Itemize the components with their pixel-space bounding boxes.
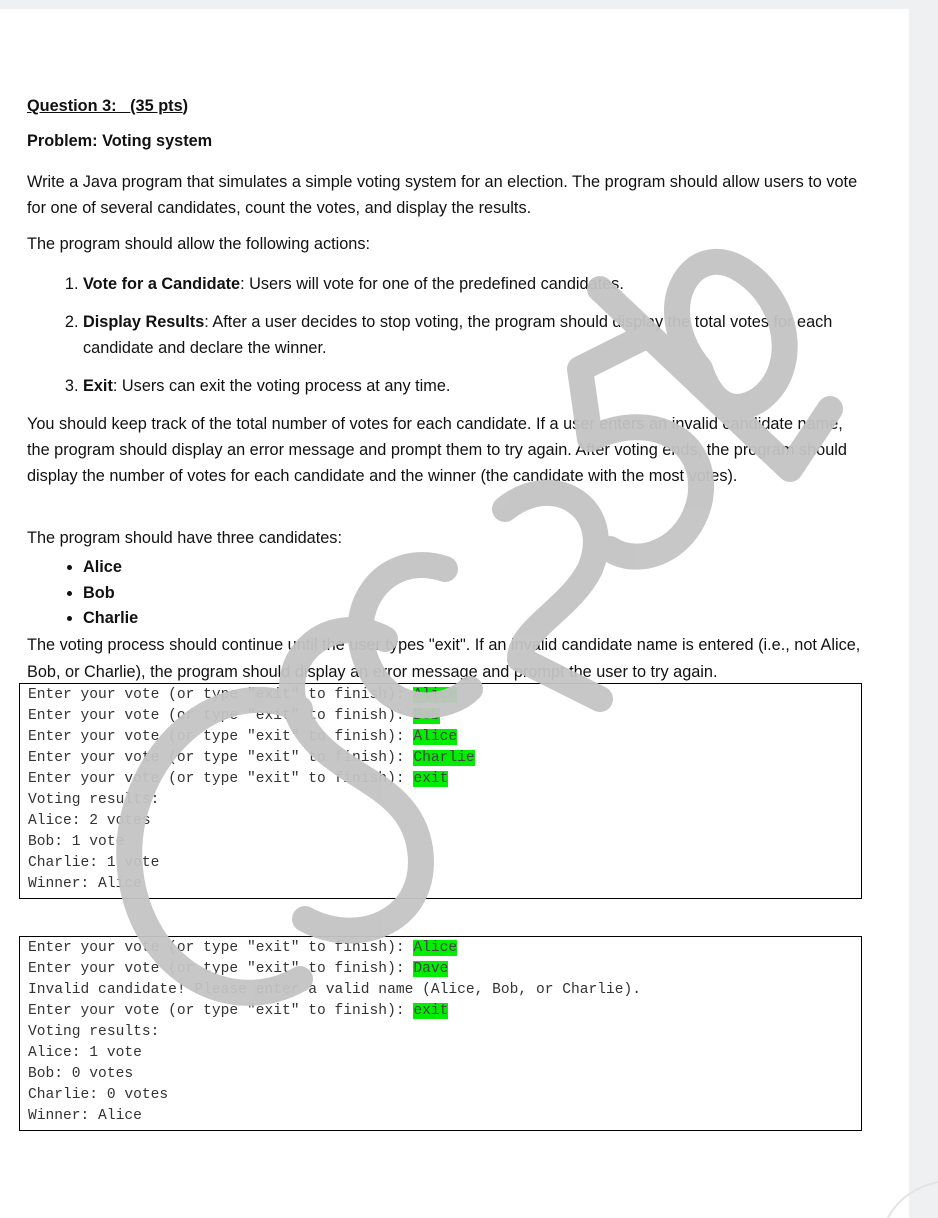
intro-paragraph: Write a Java program that simulates a simple voting system for an election. The program should allow users to vote for one of several candidates, count the votes, and display the results.: [27, 173, 858, 217]
user-input: Alice: [413, 687, 458, 703]
page-corner-decoration: [878, 1178, 938, 1218]
question-number: Question 3:: [27, 97, 117, 115]
candidates-list: [27, 555, 138, 632]
problem-title: Problem: Voting system: [27, 132, 213, 150]
action-item: [83, 309, 862, 361]
error-line: Invalid candidate! Please enter a valid name (Alice, Bob, or Charlie).: [28, 982, 642, 998]
console-line: Alice: 2 votes: [28, 813, 151, 829]
console-line: Enter your vote (or type "exit" to finish): Alice: [28, 940, 458, 956]
console-line: Bob: 0 votes: [28, 1066, 134, 1082]
console-line: Enter your vote (or type "exit" to finish): Alice: [28, 729, 458, 745]
question-points: (35 pts: [130, 97, 183, 115]
candidates-lead: The program should have three candidates:: [27, 529, 342, 547]
action-desc: : After a user decides to stop voting, the program should display the total votes for each candidate and declare the winner.: [83, 313, 833, 357]
action-term: Display Results: [83, 313, 205, 331]
console-line: Enter your vote (or type "exit" to finish): exit: [28, 1003, 449, 1019]
user-input: Alice: [413, 940, 458, 956]
tracking-paragraph: You should keep track of the total number of votes for each candidate. If a user enters an invalid candidate name, the program should display an error message and prompt them to try again. After voting ends, the program should display the number of votes for each candidate and the winner (the candidate with the most votes).: [27, 415, 847, 485]
actions-lead: The program should allow the following actions:: [27, 235, 370, 253]
action-desc: : Users will vote for one of the predefined candidates.: [240, 275, 624, 293]
console-line: Charlie: 0 votes: [28, 1087, 169, 1103]
action-term: Exit: [83, 377, 113, 395]
action-desc: : Users can exit the voting process at any time.: [112, 377, 451, 395]
console-line: Winner: Alice: [28, 876, 142, 892]
actions-list: [27, 271, 862, 411]
action-term: Vote for a Candidate: [83, 275, 241, 293]
document-page: [0, 9, 909, 1218]
action-item: [83, 271, 862, 297]
user-input: Bob: [413, 708, 440, 724]
sample-output-1: [19, 683, 862, 899]
question-title: Question 3: (35 pts): [27, 97, 189, 115]
user-input: Alice: [413, 729, 458, 745]
candidate-item: • Bob: [83, 581, 138, 607]
console-line: Enter your vote (or type "exit" to finish): Charlie: [28, 750, 475, 766]
console-line: Charlie: 1 vote: [28, 855, 160, 871]
console-line: Voting results:: [28, 1024, 160, 1040]
user-input: exit: [413, 1003, 449, 1019]
console-line: Enter your vote (or type "exit" to finish): Bob: [28, 708, 440, 724]
user-input: exit: [413, 771, 449, 787]
sample-output-2: [19, 936, 862, 1131]
console-line: Winner: Alice: [28, 1108, 142, 1124]
console-line: Alice: 1 vote: [28, 1045, 142, 1061]
user-input: Charlie: [413, 750, 475, 766]
console-line: Enter your vote (or type "exit" to finish): exit: [28, 771, 449, 787]
candidate-item: • Charlie: [83, 606, 138, 632]
console-line: Enter your vote (or type "exit" to finish): Alice: [28, 687, 458, 703]
candidate-item: • Alice: [83, 555, 138, 581]
continue-paragraph: The voting process should continue until the user types "exit". If an invalid candidate name is entered (i.e., not Alice, Bob, or Charlie), the program should display an error message and prompt the user to try again.: [27, 636, 861, 681]
user-input: Dave: [413, 961, 449, 977]
console-line: Voting results:: [28, 792, 160, 808]
console-line: Bob: 1 vote: [28, 834, 125, 850]
action-item: [83, 373, 862, 399]
console-line: Enter your vote (or type "exit" to finish): Dave: [28, 961, 449, 977]
